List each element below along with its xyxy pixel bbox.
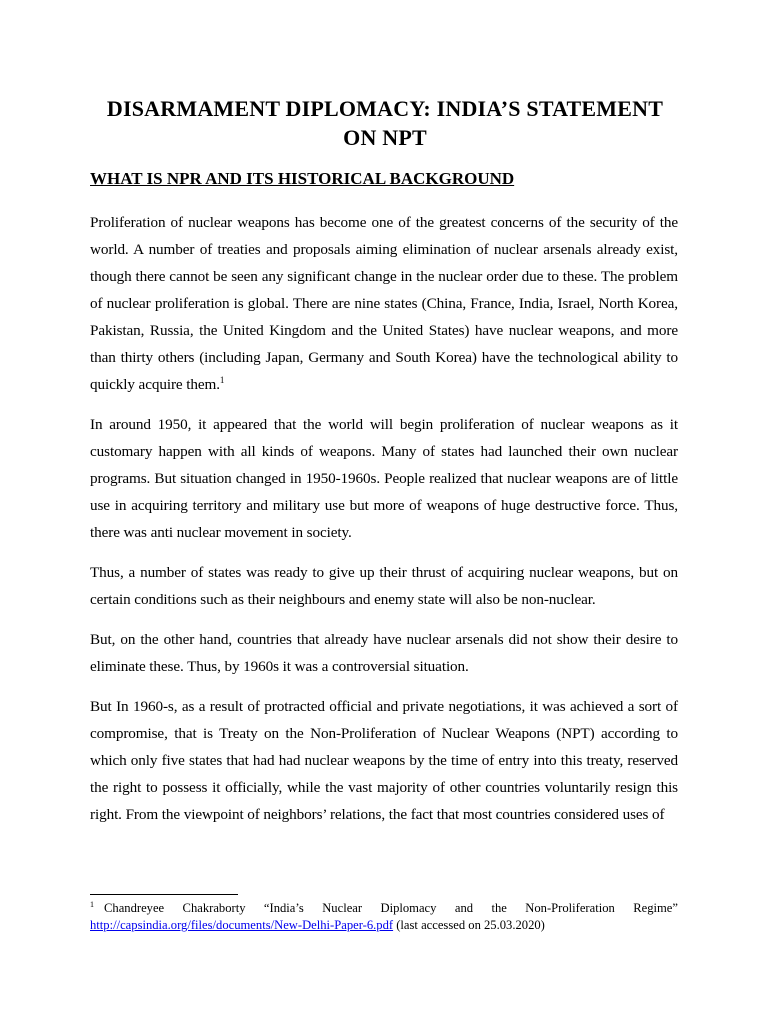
footnote-ref[interactable]: 1 (219, 374, 225, 385)
paragraph-3: Thus, a number of states was ready to give up their thrust of acquiring nuclear weapons, but on certain conditions such as their neighbours and enemy state will also be non-nuclear. (90, 564, 678, 608)
footnote (90, 900, 678, 917)
footnote-text: Chandreyee Chakraborty “India’s Nuclear Diplomacy and the Non-Proliferation Regime” (104, 901, 678, 915)
paragraph-1-text: Proliferation of nuclear weapons has become one of the greatest concerns of the security of the world. A number of treaties and proposals aiming elimination of nuclear arsenals already exist, though there cannot be seen any significant change in the nuclear order due to these. The problem of nuclear proliferation is global. There are nine states (China, France, India, Israel, North Korea, Pakistan, Russia, the United Kingdom and the United States) have nuclear weapons, and more than thirty others (including Japan, Germany and South Korea) have the technological ability to quickly acquire them. (90, 214, 678, 393)
paragraph-1 (90, 209, 678, 398)
footnote-divider (90, 894, 238, 895)
document-title: DISARMAMENT DIPLOMACY: INDIA’S STATEMENT ON NPT (106, 96, 664, 150)
section-heading: WHAT IS NPR AND ITS HISTORICAL BACKGROUND (90, 169, 515, 188)
footnote-suffix: (last accessed on 25.03.2020) (393, 918, 545, 932)
paragraph-5: But In 1960-s, as a result of protracted official and private negotiations, it was achieved a sort of compromise, that is Treaty on the Non-Proliferation of Nuclear Weapons (NPT) according to which only five states that had had nuclear weapons by the time of entry into this treaty, reserved the right to possess it officially, while the vast majority of other countries voluntarily resign this right. From the viewpoint of neighbors’ relations, the fact that most countries considered uses of (90, 698, 678, 823)
paragraph-2: In around 1950, it appeared that the world will begin proliferation of nuclear weapons as it customary happen with all kinds of weapons. Many of states had launched their own nuclear programs. But situation changed in 1950-1960s. People realized that nuclear weapons are of little use in acquiring territory and military use but more of weapons of huge destructive force. Thus, there was anti nuclear movement in society. (90, 416, 678, 541)
footnote-link[interactable]: http://capsindia.org/files/documents/New-Delhi-Paper-6.pdf (90, 918, 394, 932)
footnote-number: 1 (90, 899, 94, 909)
paragraph-4: But, on the other hand, countries that already have nuclear arsenals did not show their desire to eliminate these. Thus, by 1960s it was a controversial situation. (90, 631, 678, 675)
body-text (90, 209, 678, 841)
footnote-source (90, 917, 545, 934)
